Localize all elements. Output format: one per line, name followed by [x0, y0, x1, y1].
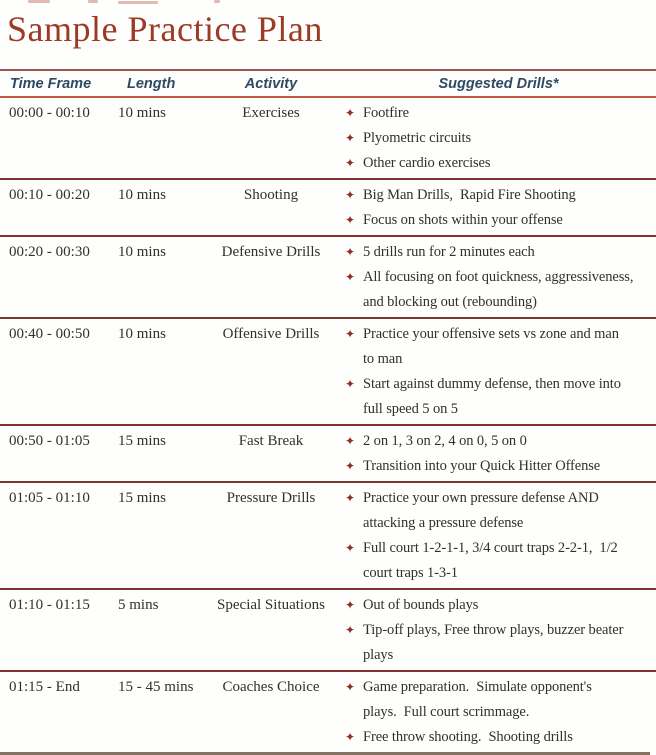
drill-text: attacking a pressure defense [363, 515, 524, 531]
drill-item [345, 183, 654, 208]
diamond-bullet-icon: ✦ [345, 730, 355, 744]
activity-cell: Offensive Drills [222, 326, 320, 342]
drill-item [345, 486, 654, 536]
drill-text: 5 drills run for 2 minutes each [363, 244, 535, 260]
drill-text: and blocking out (rebounding) [363, 294, 537, 310]
drill-text: Full court 1-2-1-1, 3/4 court traps 2-2-1, 1/2 [363, 540, 618, 556]
table-row [0, 98, 656, 180]
activity-cell: Shooting [243, 187, 299, 203]
activity-cell: Fast Break [238, 433, 304, 449]
diamond-bullet-icon: ✦ [345, 377, 355, 391]
page-crop-artifact [88, 0, 98, 3]
drill-text: All focusing on foot quickness, aggressiveness, [363, 269, 634, 285]
table-row [0, 672, 656, 752]
diamond-bullet-icon: ✦ [345, 623, 355, 637]
page-crop-artifact [118, 1, 158, 4]
drill-text: full speed 5 on 5 [363, 401, 458, 417]
drill-line-continuation [345, 700, 654, 725]
drill-line [345, 429, 654, 454]
diamond-bullet-icon: ✦ [345, 213, 355, 227]
drill-item [345, 265, 654, 315]
drill-line-continuation [345, 511, 654, 536]
drill-line [345, 240, 654, 265]
drill-line [345, 322, 654, 347]
drill-text: 2 on 1, 3 on 2, 4 on 0, 5 on 0 [363, 433, 527, 449]
drill-item [345, 151, 654, 176]
drill-text: Game preparation. Simulate opponent's [363, 679, 592, 695]
drill-item [345, 618, 654, 668]
diamond-bullet-icon: ✦ [345, 270, 355, 284]
drills-cell [341, 486, 656, 586]
drill-line-continuation [345, 397, 654, 422]
drill-item [345, 208, 654, 233]
table-header-row [0, 69, 656, 98]
drill-line-continuation [345, 347, 654, 372]
column-header-activity: Activity [244, 75, 298, 92]
drill-item [345, 593, 654, 618]
drill-item [345, 101, 654, 126]
drill-line-continuation [345, 643, 654, 668]
drill-text: Free throw shooting. Shooting drills [363, 729, 573, 745]
drill-item [345, 126, 654, 151]
time-frame-cell: 01:15 - End [9, 679, 80, 695]
activity-cell: Defensive Drills [221, 244, 321, 260]
length-cell: 15 mins [118, 490, 166, 506]
diamond-bullet-icon: ✦ [345, 245, 355, 259]
drill-item [345, 322, 654, 372]
drill-text: Other cardio exercises [363, 155, 491, 171]
drills-cell [341, 593, 656, 668]
drill-text: court traps 1-3-1 [363, 565, 458, 581]
table-row [0, 237, 656, 319]
drill-line [345, 208, 654, 233]
drill-text: Focus on shots within your offense [363, 212, 563, 228]
drill-line [345, 372, 654, 397]
length-cell: 10 mins [118, 244, 166, 260]
diamond-bullet-icon: ✦ [345, 327, 355, 341]
drill-line [345, 593, 654, 618]
drills-cell [341, 183, 656, 233]
diamond-bullet-icon: ✦ [345, 491, 355, 505]
table-row [0, 590, 656, 672]
table-row [0, 483, 656, 590]
title-block [0, 0, 656, 69]
page-crop-artifact [28, 0, 50, 3]
drill-line [345, 536, 654, 561]
diamond-bullet-icon: ✦ [345, 131, 355, 145]
length-cell: 10 mins [118, 187, 166, 203]
page-crop-artifact [214, 0, 220, 3]
activity-cell: Exercises [242, 105, 300, 121]
drill-text: Practice your offensive sets vs zone and man [363, 326, 619, 342]
table-row [0, 180, 656, 237]
diamond-bullet-icon: ✦ [345, 434, 355, 448]
diamond-bullet-icon: ✦ [345, 598, 355, 612]
column-header-time-frame: Time Frame [10, 75, 92, 92]
drill-text: plays [363, 647, 394, 663]
table-row [0, 319, 656, 426]
diamond-bullet-icon: ✦ [345, 459, 355, 473]
drill-line [345, 618, 654, 643]
drill-text: Footfire [363, 105, 409, 121]
activity-cell: Coaches Choice [222, 679, 320, 695]
diamond-bullet-icon: ✦ [345, 541, 355, 555]
drill-item [345, 372, 654, 422]
drill-line-continuation [345, 561, 654, 586]
activity-cell: Pressure Drills [226, 490, 316, 506]
drills-cell [341, 322, 656, 422]
length-cell: 5 mins [118, 597, 159, 613]
length-cell: 10 mins [118, 105, 166, 121]
time-frame-cell: 00:20 - 00:30 [9, 244, 90, 260]
drills-cell [341, 429, 656, 479]
drill-text: Practice your own pressure defense AND [363, 490, 599, 506]
time-frame-cell: 01:10 - 01:15 [9, 597, 90, 613]
column-header-length: Length [127, 75, 176, 92]
column-header-suggested-drills: Suggested Drills* [438, 75, 559, 92]
drill-text: Big Man Drills, Rapid Fire Shooting [363, 187, 576, 203]
drill-item [345, 454, 654, 479]
drill-line [345, 101, 654, 126]
drill-line [345, 265, 654, 290]
length-cell: 15 - 45 mins [118, 679, 194, 695]
diamond-bullet-icon: ✦ [345, 106, 355, 120]
length-cell: 15 mins [118, 433, 166, 449]
drill-text: Tip-off plays, Free throw plays, buzzer beater [363, 622, 624, 638]
drill-line [345, 675, 654, 700]
drill-line [345, 725, 654, 750]
drill-text: Start against dummy defense, then move into [363, 376, 621, 392]
drill-line [345, 486, 654, 511]
diamond-bullet-icon: ✦ [345, 156, 355, 170]
drills-cell [341, 101, 656, 176]
drill-line-continuation [345, 290, 654, 315]
drill-item [345, 240, 654, 265]
drills-cell [341, 240, 656, 315]
drill-text: Transition into your Quick Hitter Offense [363, 458, 601, 474]
drill-item [345, 429, 654, 454]
time-frame-cell: 00:40 - 00:50 [9, 326, 90, 342]
drill-item [345, 725, 654, 750]
time-frame-cell: 00:50 - 01:05 [9, 433, 90, 449]
table-body [0, 98, 656, 752]
activity-cell: Special Situations [217, 597, 325, 613]
drills-cell [341, 675, 656, 750]
drill-text: to man [363, 351, 403, 367]
table-row [0, 426, 656, 483]
drill-line [345, 183, 654, 208]
diamond-bullet-icon: ✦ [345, 680, 355, 694]
page-title: Sample Practice Plan [7, 9, 323, 49]
time-frame-cell: 00:00 - 00:10 [9, 105, 90, 121]
drill-item [345, 675, 654, 725]
drill-line [345, 454, 654, 479]
drill-item [345, 536, 654, 586]
time-frame-cell: 01:05 - 01:10 [9, 490, 90, 506]
drill-text: Out of bounds plays [363, 597, 479, 613]
diamond-bullet-icon: ✦ [345, 188, 355, 202]
drill-line [345, 151, 654, 176]
time-frame-cell: 00:10 - 00:20 [9, 187, 90, 203]
drill-text: Plyometric circuits [363, 130, 472, 146]
length-cell: 10 mins [118, 326, 166, 342]
drill-line [345, 126, 654, 151]
drill-text: plays. Full court scrimmage. [363, 704, 530, 720]
